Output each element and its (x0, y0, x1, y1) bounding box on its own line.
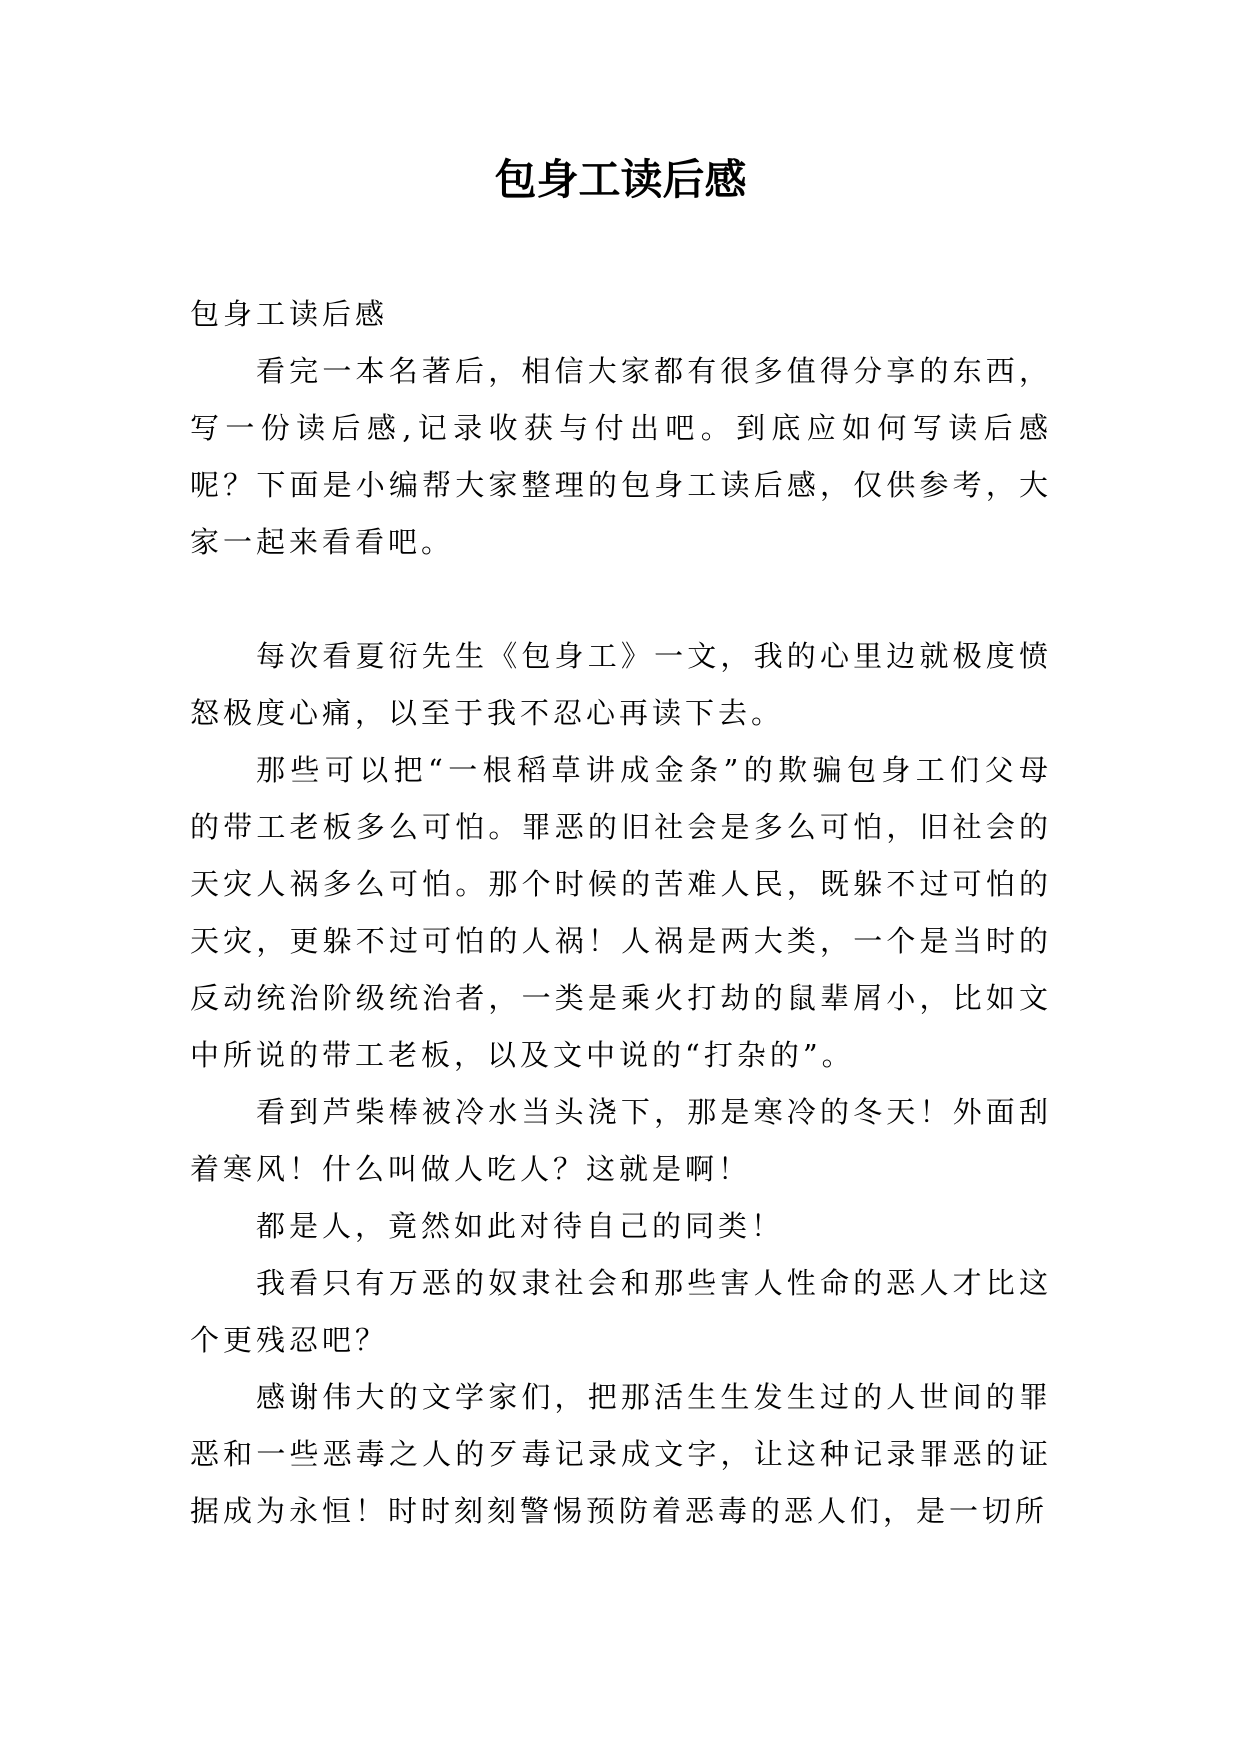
body-paragraph-1: 每次看夏衍先生《包身工》一文，我的心里边就极度愤怒极度心痛，以至于我不忍心再读下去。 (190, 639, 1052, 730)
body-paragraph-4: 都是人，竟然如此对待自己的同类！ (256, 1209, 785, 1243)
paragraph-spacer (190, 571, 1052, 628)
body-paragraph-6: 感谢伟大的文学家们，把那活生生发生过的人世间的罪恶和一些恶毒之人的歹毒记录成文字，让这种记录罪恶的证据成为永恒！时时刻刻警惕预防着恶毒的恶人们，是一切所 (190, 1380, 1052, 1528)
intro-paragraph: 看完一本名著后，相信大家都有很多值得分享的东西，写一份读后感,记录收获与付出吧。到底应如何写读后感呢？下面是小编帮大家整理的包身工读后感，仅供参考，大家一起来看看吧。 (190, 354, 1052, 559)
body-paragraph-2: 那些可以把“一根稻草讲成金条”的欺骗包身工们父母的带工老板多么可怕。罪恶的旧社会是多么可怕，旧社会的天灾人祸多么可怕。那个时候的苦难人民，既躲不过可怕的天灾，更躲不过可怕的人祸！人祸是两大类，一个是当时的反动统治阶级统治者，一类是乘火打劫的鼠辈屑小，比如文中所说的带工老板，以及文中说的“打杂的”。 (190, 753, 1052, 1072)
document-body (190, 286, 1052, 1540)
document-title: 包身工读后感 (494, 155, 747, 204)
document-subtitle: 包身工读后感 (190, 297, 389, 331)
body-paragraph-3: 看到芦柴棒被冷水当头浇下，那是寒冷的冬天！外面刮着寒风！什么叫做人吃人？这就是啊！ (190, 1095, 1052, 1186)
body-paragraph-5: 我看只有万恶的奴隶社会和那些害人性命的恶人才比这个更残忍吧？ (190, 1266, 1052, 1357)
